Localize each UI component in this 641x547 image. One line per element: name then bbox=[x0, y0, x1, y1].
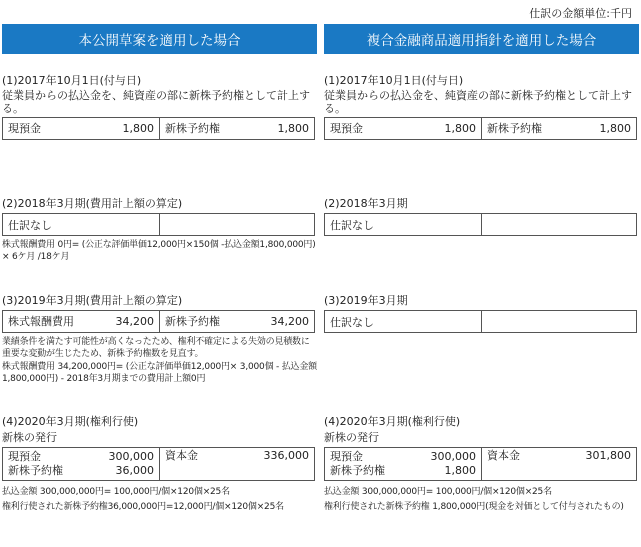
journal-entry-table bbox=[324, 310, 637, 333]
debit-cell bbox=[325, 118, 482, 140]
credit-cell bbox=[482, 118, 637, 140]
account: 新株予約権 bbox=[165, 121, 220, 135]
amount-unit-note: 仕訳の金額単位:千円 bbox=[529, 7, 632, 20]
debit-cell bbox=[3, 311, 160, 333]
no-entry-text: 仕訳なし bbox=[330, 315, 374, 329]
amount: 300,000 bbox=[430, 450, 476, 463]
section-title: (4)2020年3月期(権利行使) bbox=[2, 415, 139, 428]
amount: 336,000 bbox=[263, 449, 309, 462]
amount: 1,800 bbox=[277, 121, 309, 135]
journal-entry-table bbox=[324, 213, 637, 236]
account: 現預金 bbox=[330, 121, 363, 135]
section-title: (2)2018年3月期 bbox=[324, 197, 408, 210]
section-subtitle: 新株の発行 bbox=[324, 431, 379, 444]
journal-entry-table bbox=[324, 447, 637, 481]
amount: 1,800 bbox=[444, 464, 476, 477]
amount: 34,200 bbox=[270, 314, 309, 328]
section-grant-date bbox=[324, 73, 639, 140]
debit-cell bbox=[3, 118, 160, 140]
calc-note: 権利行使された新株予約権 1,800,000円(現金を対価として付与されたもの) bbox=[324, 502, 624, 512]
account: 新株予約権 bbox=[330, 464, 385, 477]
journal-entry-table bbox=[2, 117, 315, 140]
credit-cell bbox=[160, 448, 315, 481]
account: 資本金 bbox=[487, 449, 520, 462]
credit-cell bbox=[482, 311, 637, 333]
amount: 1,800 bbox=[122, 121, 154, 135]
account: 資本金 bbox=[165, 449, 198, 462]
debit-cell bbox=[325, 214, 482, 236]
amount: 300,000 bbox=[108, 450, 154, 463]
credit-cell bbox=[160, 311, 315, 333]
debit-cell bbox=[325, 311, 482, 333]
column-header: 本公開草案を適用した場合 bbox=[2, 24, 317, 54]
no-entry-text: 仕訳なし bbox=[330, 218, 374, 232]
section-text: 従業員からの払込金を、純資産の部に新株予約権として計上する。 bbox=[2, 89, 310, 115]
journal-entry-table bbox=[2, 447, 315, 481]
account: 現預金 bbox=[330, 450, 363, 463]
debit-cell bbox=[3, 214, 160, 236]
calc-note: 権利行使された新株予約権36,000,000円=12,000円/個×120個×25名 bbox=[2, 502, 284, 512]
debit-cell bbox=[3, 448, 160, 481]
no-entry-text: 仕訳なし bbox=[8, 218, 52, 232]
journal-entry-table bbox=[324, 117, 637, 140]
calc-note: 株式報酬費用 34,200,000円= (公正な評価単価12,000円× 3,000個 - 払込金額1,800,000円) - 2018年3月期までの費用計上額0円 bbox=[2, 362, 317, 384]
amount: 1,800 bbox=[599, 121, 631, 135]
section-title: (3)2019年3月期 bbox=[324, 294, 408, 307]
amount: 1,800 bbox=[444, 121, 476, 135]
explanation-note: 業績条件を満たす可能性が高くなったため、権利不確定による失効の見積数に重要な変動が生じたため、新株予約権数を見直す。 bbox=[2, 337, 310, 359]
debit-cell bbox=[325, 448, 482, 481]
section-fy2019 bbox=[2, 293, 317, 385]
section-title: (1)2017年10月1日(付与日) bbox=[2, 74, 142, 87]
account: 現預金 bbox=[8, 450, 41, 463]
section-title: (3)2019年3月期(費用計上額の算定) bbox=[2, 294, 183, 307]
section-grant-date bbox=[2, 73, 317, 140]
account: 現預金 bbox=[8, 121, 41, 135]
account: 株式報酬費用 bbox=[8, 314, 74, 328]
section-fy2018 bbox=[324, 196, 639, 236]
account: 新株予約権 bbox=[487, 121, 542, 135]
section-title: (4)2020年3月期(権利行使) bbox=[324, 415, 461, 428]
journal-entry-table bbox=[2, 310, 315, 333]
amount: 36,000 bbox=[115, 464, 154, 477]
section-subtitle: 新株の発行 bbox=[2, 431, 57, 444]
column-header: 複合金融商品適用指針を適用した場合 bbox=[324, 24, 639, 54]
calc-note: 払込金額 300,000,000円= 100,000円/個×120個×25名 bbox=[2, 487, 230, 497]
amount: 301,800 bbox=[585, 449, 631, 462]
journal-entry-table bbox=[2, 213, 315, 236]
section-title: (1)2017年10月1日(付与日) bbox=[324, 74, 464, 87]
section-fy2020 bbox=[2, 414, 317, 513]
section-title: (2)2018年3月期(費用計上額の算定) bbox=[2, 197, 183, 210]
account: 新株予約権 bbox=[165, 314, 220, 328]
section-fy2020 bbox=[324, 414, 639, 513]
calc-note: 払込金額 300,000,000円= 100,000円/個×120個×25名 bbox=[324, 487, 552, 497]
section-text: 従業員からの払込金を、純資産の部に新株予約権として計上する。 bbox=[324, 89, 632, 115]
credit-cell bbox=[482, 448, 637, 481]
credit-cell bbox=[160, 118, 315, 140]
calc-note: 株式報酬費用 0円= (公正な評価単価12,000円×150個 -払込金額1,800,000円) × 6ケ月 /18ケ月 bbox=[2, 240, 316, 262]
amount: 34,200 bbox=[115, 314, 154, 328]
section-fy2018 bbox=[2, 196, 317, 263]
credit-cell bbox=[160, 214, 315, 236]
credit-cell bbox=[482, 214, 637, 236]
account: 新株予約権 bbox=[8, 464, 63, 477]
section-fy2019 bbox=[324, 293, 639, 333]
